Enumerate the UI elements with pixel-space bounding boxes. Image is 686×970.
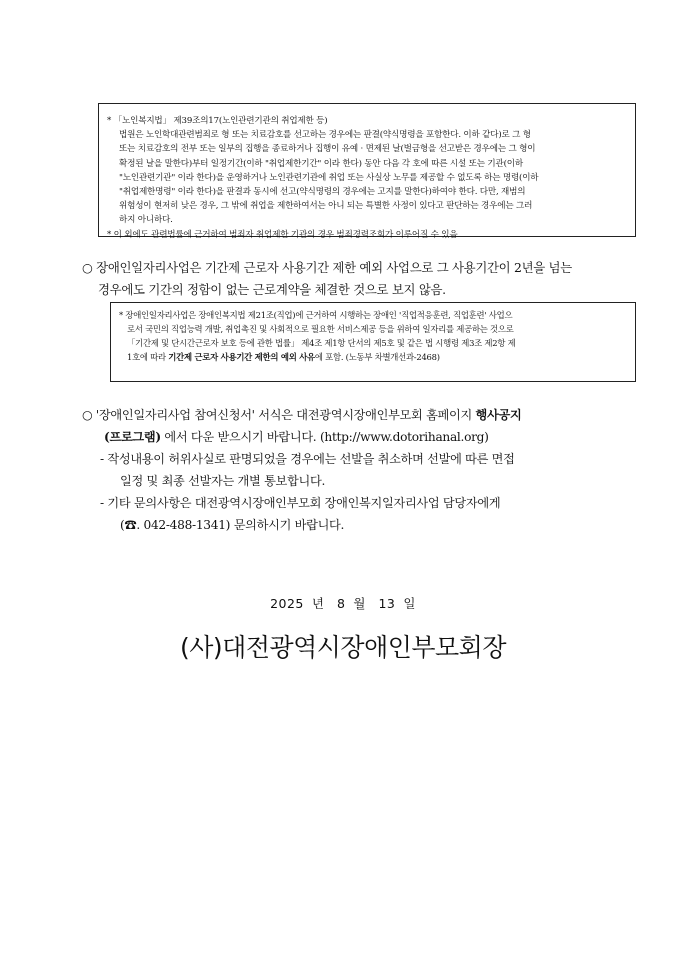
law-text-line: 하지 아니하다.	[119, 215, 173, 226]
contact-phone-line: (☎. 042-488-1341) 문의하시기 바랍니다.	[120, 518, 345, 532]
law-note: * 이 외에도 관련법률에 근거하여 범죄자 취업제한 기관의 경우 범죄경력조회가 이루어질 수 있음	[107, 229, 458, 240]
paragraph-line: ○ '장애인일자리사업 참여신청서' 서식은 대전광역시장애인부모회 홈페이지 행사공지	[82, 408, 522, 422]
law-reference-box	[98, 103, 636, 240]
note-line: 「기간제 및 단시간근로자 보호 등에 관한 법률」 제4조 제1항 단서의 제5호 및 같은 법 시행령 제3조 제2항 제	[127, 338, 516, 348]
event-notice-link-text: 행사공지	[475, 408, 522, 422]
law-title: * 「노인복지법」 제39조의17(노인관련기관의 취업제한 등)	[107, 116, 328, 126]
law-text-line: 확정된 날을 말한다)부터 일정기간(이하 "취업제한기간" 이라 한다) 동안 다음 각 호에 따른 시설 또는 기관(이하	[119, 158, 523, 169]
paragraph-line: 경우에도 기간의 정함이 없는 근로계약을 체결한 것으로 보지 않음.	[98, 282, 446, 297]
contract-exception-paragraph	[82, 257, 572, 301]
application-info-paragraph	[82, 404, 521, 536]
law-text-line: 또는 치료감호의 전부 또는 일부의 집행을 종료하거나 집행이 유예 · 면제된 날(벌금형을 선고받은 경우에는 그 형이	[119, 144, 536, 155]
organization-signature: (사)대전광역시장애인부모회장	[180, 633, 506, 662]
paragraph-line: - 기타 문의사항은 대전광역시장애인부모회 장애인복지일자리사업 담당자에게	[100, 496, 501, 510]
website-url-text: 에서 다운 받으시기 바랍니다. (http://www.dotorihanal.org)	[160, 430, 489, 444]
law-text-line: 위험성이 현저히 낮은 경우, 그 밖에 취업을 제한하여서는 아니 되는 특별한 사정이 있다고 판단하는 경우에는 그러	[119, 201, 533, 212]
document-date: 2025 년 8 월 13 일	[270, 596, 416, 611]
note-line: * 장애인일자리사업은 장애인복지법 제21조(직업)에 근거하여 시행하는 장애인 '직업적응훈련, 직업훈련' 사업으	[119, 310, 513, 320]
law-text-line: "취업제한명령" 이라 한다)을 판결과 동시에 선고(약식명령의 경우에는 고지를 말한다)하여야 한다. 다만, 재범의	[119, 187, 526, 198]
paragraph-line: - 작성내용이 허위사실로 판명되었을 경우에는 선발을 취소하며 선발에 따른 면접	[100, 452, 515, 466]
exception-note-box	[110, 302, 636, 382]
note-line: 로서 국민의 직업능력 개발, 취업촉진 및 사회적으로 필요한 서비스제공 등을 위하여 일자리를 제공하는 것으로	[127, 324, 514, 334]
note-line: 1호에 따라 기간제 근로자 사용기간 제한의 예외 사유에 포함. (노동부 차별개선과-2468)	[127, 352, 440, 362]
law-text-line: 법원은 노인학대관련범죄로 형 또는 치료감호를 선고하는 경우에는 판결(약식명령을 포함한다. 이하 같다)로 그 형	[119, 130, 531, 141]
paragraph-line: 일정 및 최종 선발자는 개별 통보합니다.	[120, 474, 326, 488]
exception-reason-emphasis: 기간제 근로자 사용기간 제한의 예외 사유	[168, 352, 315, 362]
law-text-line: "노인관련기관" 이라 한다)을 운영하거나 노인관련기관에 취업 또는 사실상 노무를 제공할 수 없도록 하는 명령(이하	[119, 172, 539, 183]
paragraph-line	[82, 426, 521, 448]
paragraph-line: ○ 장애인일자리사업은 기간제 근로자 사용기간 제한 예외 사업으로 그 사용기간이 2년을 넘는	[82, 260, 572, 275]
program-link-text: (프로그램)	[104, 430, 161, 444]
